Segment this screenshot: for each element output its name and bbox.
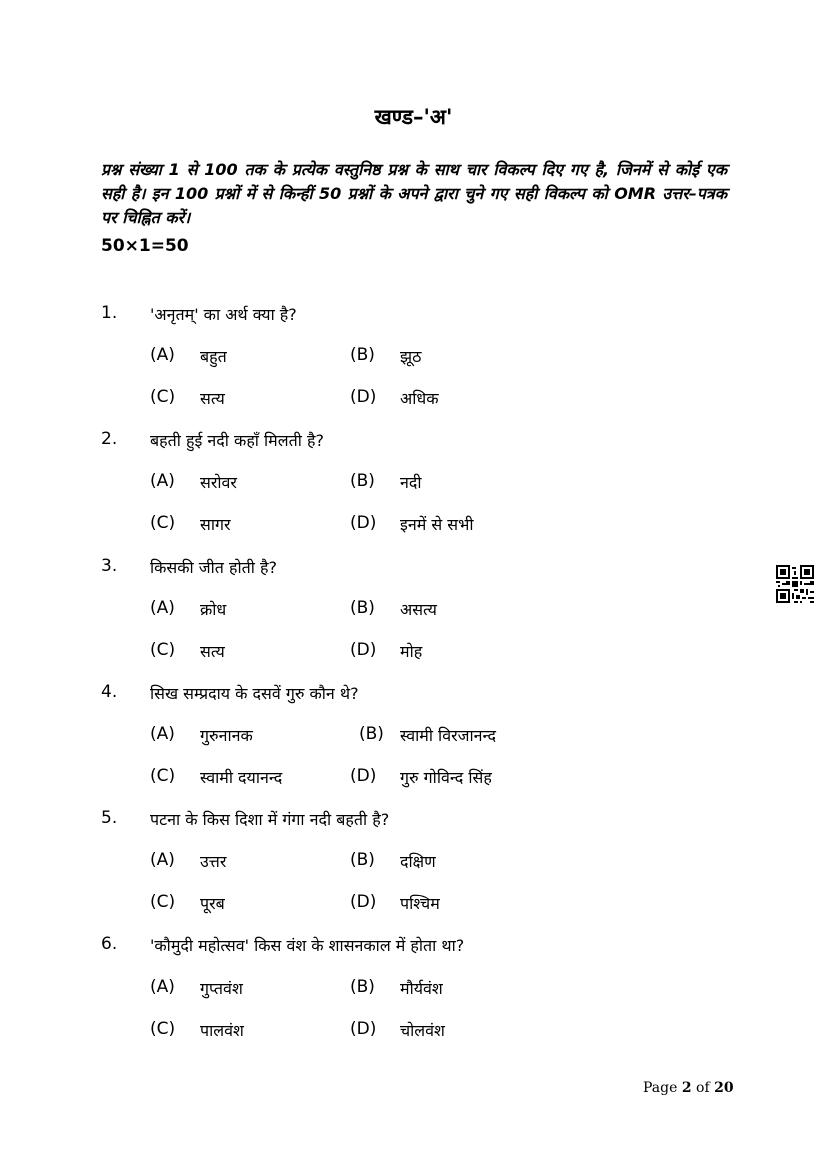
option-label: (D): [350, 513, 377, 533]
question-text: 'अनृतम्' का अर्थ क्या है?: [150, 305, 297, 324]
section-title: खण्ड–'अ': [374, 105, 453, 129]
option-text: झूठ: [400, 347, 422, 366]
question-number: 2.: [101, 429, 118, 449]
option-text: इनमें से सभी: [400, 515, 474, 534]
option-label: (D): [350, 640, 377, 660]
option-text: गुप्तवंश: [200, 979, 243, 998]
question-text: बहती हुई नदी कहाँ मिलती है?: [150, 431, 324, 450]
option-text: असत्य: [400, 600, 437, 619]
option-label: (C): [150, 1019, 176, 1039]
option-text: पूरब: [200, 894, 225, 913]
option-text: सत्य: [200, 642, 225, 661]
option-text: अधिक: [400, 389, 439, 408]
option-label: (B): [350, 850, 375, 870]
option-text: गुरु गोविन्द सिंह: [400, 768, 492, 787]
page-current: 2: [681, 1080, 692, 1096]
option-label: (C): [150, 640, 176, 660]
question-number: 1.: [101, 303, 118, 323]
option-text: दक्षिण: [400, 852, 436, 871]
option-text: सरोवर: [200, 473, 237, 492]
option-text: पालवंश: [200, 1021, 244, 1040]
page-total: 20: [714, 1080, 734, 1096]
option-label: (A): [150, 724, 175, 744]
option-label: (B): [350, 598, 375, 618]
option-label: (A): [150, 345, 175, 365]
option-label: (D): [350, 892, 377, 912]
page-prefix: Page: [643, 1080, 682, 1096]
option-text: बहुत: [200, 347, 227, 366]
option-text: पश्चिम: [400, 894, 440, 913]
option-text: चोलवंश: [400, 1021, 445, 1040]
option-text: क्रोध: [200, 600, 227, 619]
option-label: (D): [350, 387, 377, 407]
option-label: (C): [150, 892, 176, 912]
option-text: सागर: [200, 515, 231, 534]
question-text: पटना के किस दिशा में गंगा नदी बहती है?: [150, 810, 390, 829]
option-label: (A): [150, 598, 175, 618]
question-text: 'कौमुदी महोत्सव' किस वंश के शासनकाल में होता था?: [150, 936, 465, 955]
option-text: उत्तर: [200, 852, 227, 871]
question-number: 5.: [101, 808, 118, 828]
page-of: of: [691, 1080, 715, 1096]
question-number: 4.: [101, 682, 118, 702]
question-text: किसकी जीत होती है?: [150, 558, 277, 577]
question-number: 6.: [101, 934, 118, 954]
question-number: 3.: [101, 556, 118, 576]
option-text: स्वामी दयानन्द: [200, 768, 283, 787]
option-label: (B): [350, 345, 375, 365]
option-label: (A): [150, 850, 175, 870]
option-text: नदी: [400, 473, 422, 492]
qr-code-icon: [776, 565, 814, 603]
option-text: गुरुनानक: [200, 726, 253, 745]
option-label: (B): [350, 471, 375, 491]
option-text: सत्य: [200, 389, 225, 408]
option-label: (A): [150, 471, 175, 491]
option-text: स्वामी विरजानन्द: [400, 726, 496, 745]
page-footer: [643, 1080, 734, 1096]
question-text: सिख सम्प्रदाय के दसवें गुरु कौन थे?: [150, 684, 359, 703]
option-label: (A): [150, 977, 175, 997]
option-label: (C): [150, 513, 176, 533]
option-label: (C): [150, 766, 176, 786]
option-label: (D): [350, 766, 377, 786]
option-label: (C): [150, 387, 176, 407]
option-text: मौर्यवंश: [400, 979, 443, 998]
marks-scheme: 50×1=50: [101, 236, 189, 256]
option-label: (B): [359, 724, 384, 744]
option-text: मोह: [400, 642, 423, 661]
instructions: प्रश्न संख्या 1 से 100 तक के प्रत्येक वस्तुनिष्ठ प्रश्न के साथ चार विकल्प दिए गए है, जिनमें से कोई एक सही है। इन 100 प्रश्नों में से किन्हीं 50 प्रश्नों के अपने द्वारा चुने गए सही विकल्प को OMR उत्तर–पत्रक पर चिह्नित करें।: [101, 160, 727, 227]
option-label: (D): [350, 1019, 377, 1039]
option-label: (B): [350, 977, 375, 997]
